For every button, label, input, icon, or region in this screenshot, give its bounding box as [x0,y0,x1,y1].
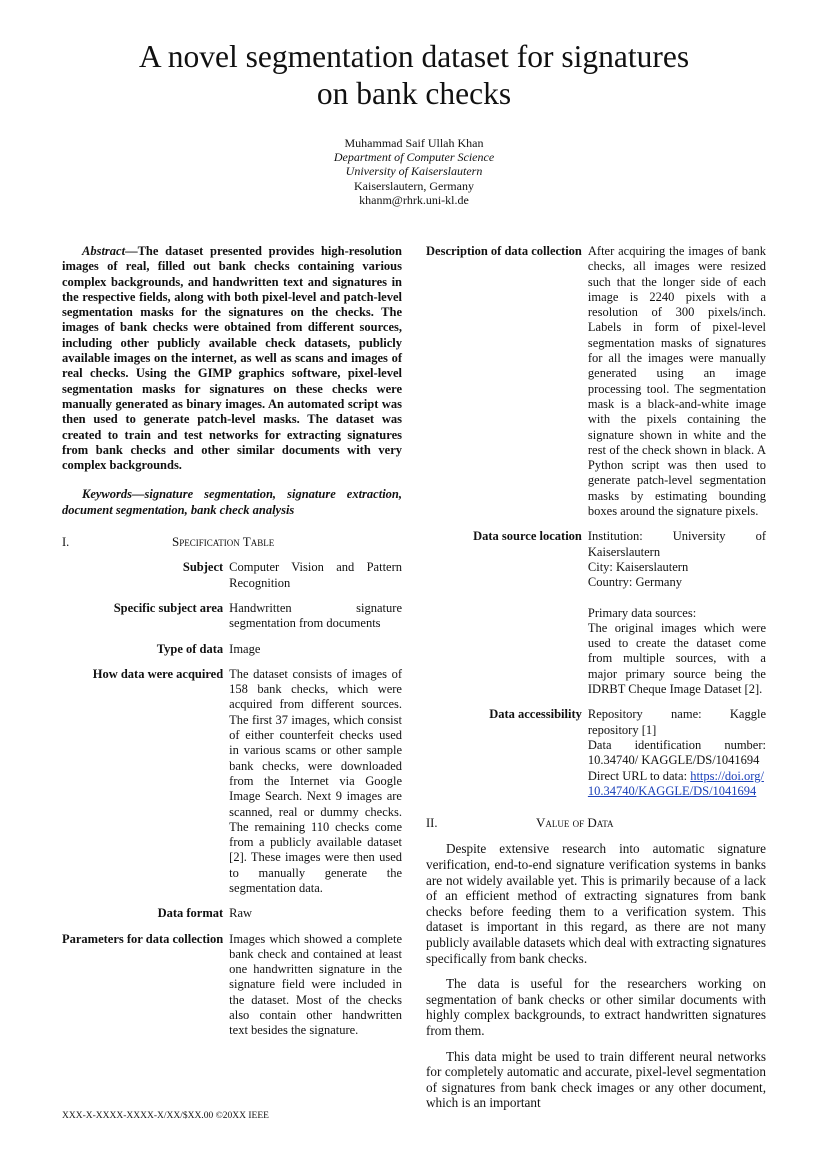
source-city: City: Kaiserslautern [587,559,689,574]
author-block [214,136,614,207]
spec-value: Image [229,641,261,656]
direct-url [588,769,766,800]
repository-name: Repository name: Kaggle repository [1] [587,707,766,737]
section-heading-1 [62,534,402,550]
copyright-footer: XXX-X-XXXX-XXXX-X/XX/$XX.00 ©20XX IEEE [62,1111,269,1121]
author-name: Muhammad Saif Ullah Khan [344,136,484,150]
spec-table-right [426,244,766,809]
spec-key: Data format [157,906,224,921]
spec-row-how-acquired [62,667,402,906]
spec-value [588,707,766,809]
source-institution: Institution: University of Kaiserslautern [587,529,766,559]
title-line-2: on bank checks [316,76,512,111]
keywords-label: Keywords— [82,487,145,502]
spec-value: Handwritten signature segmentation from documents [229,600,402,631]
author-department: Department of Computer Science [333,150,495,165]
spec-row-type-of-data [62,642,402,667]
section-title: Specification Table [172,534,275,550]
direct-url-label: Direct URL to data: [587,768,691,783]
doi-link[interactable]: https://doi.org/ 10.34740/KAGGLE/DS/1041694 [587,768,764,798]
source-country: Country: Germany [587,575,682,590]
data-identification: Data identification number: 10.34740/ KAGGLE/DS/1041694 [587,737,766,768]
spec-row-specific-subject-area [62,601,402,642]
spec-row-description [426,244,766,529]
spec-key: Subject [182,560,224,575]
spec-value: Images which showed a complete bank check and contained at least one handwritten signature in the signature field were included in the dataset. Most of the checks also contain other handwritten text besides the signature. [229,931,402,1038]
abstract-text: The dataset presented provides high-resolution images of real, filled out bank checks containing various complex backgrounds, and handwritten text and signatures in the respective fields, along with both pixel-level and patch-level segmentation masks for the signatures on the checks. The images of bank checks were obtained from different sources, including other publicly available check datasets, publicly available images on the internet, as well as scans and images of real checks. Using the GIMP graphics software, pixel-level segmentation masks for signatures on these checks were manually generated as binary images. An automated script was then used to generate patch-level masks. The dataset was created to train and test networks for extracting signatures from bank checks and other similar documents with very complex backgrounds. [62,244,402,473]
spec-value: Raw [229,906,253,921]
paper-title [60,38,768,112]
spec-value [588,529,766,707]
spec-key: Specific subject area [113,600,224,615]
author-location: Kaiserslautern, Germany [354,178,474,193]
spec-row-parameters [62,932,402,1049]
author-email: khanm@rhrk.uni-kl.de [359,192,469,207]
section-number: II. [426,816,438,831]
spec-key: Description of data collection [426,244,582,258]
primary-sources-text: The original images which were used to create the dataset come from multiple sources, with a major primary source being the IDRBT Cheque Image Dataset [2]. [587,620,766,697]
spec-key: Data accessibility [489,707,582,722]
spec-row-subject [62,560,402,601]
spec-key: Type of data [156,641,224,656]
left-column [62,244,402,1049]
abstract-lead: Abstract [82,244,126,258]
author-university: University of Kaiserslautern [345,164,483,179]
spec-value: The dataset consists of images of 158 bank checks, which were acquired from different sources. The first 37 images, which consist of either counterfeit checks used in various scams or other sample bank checks, were downloaded from the Internet via Google Image Search. Next 9 images are scanned, real or dummy checks. The remaining 110 checks come from a publicly available dataset [2]. These images were then used to manually generate the segmentation data. [229,666,402,895]
spec-value: After acquiring the images of bank checks, all images were resized such that the longer side of each image is 2240 pixels with a resolution of 300 pixels/inch. Labels in form of pixel-level segmentation masks of signatures for all the images were manually generated using an image processing tool. The segmentation mask is a black-and-white image with the pixels containing the signature shown in white and the rest of the check shown in black. A Python script was then used to generate patch-level segmentation masks by estimating bounding boxes around the signature pixels. [587,244,766,519]
section-number: I. [62,535,70,550]
body-paragraph: Despite extensive research into automatic signature verification, end-to-end signature verification systems in banks are not widely available yet. This is primarily because of a lack of an efficient method of extracting signatures from bank checks before feeding them to a verification system. This dataset is important in this regard, as there are not many publicly available datasets which deal with extracting signatures specifically from bank checks. [426,841,766,966]
abstract [62,244,402,473]
spec-row-accessibility [426,707,766,809]
right-column [426,244,766,1121]
primary-sources-label: Primary data sources: [587,605,697,620]
spec-key: How data were acquired [92,666,224,681]
section-heading-2 [426,815,766,831]
body-paragraph: The data is useful for the researchers working on segmentation of bank checks or other similar documents with highly complex backgrounds, to extract handwritten signatures from them. [426,976,766,1038]
keywords [62,487,402,518]
keywords-text: signature segmentation, signature extraction, document segmentation, bank check analysis [62,487,402,517]
title-line-1: A novel segmentation dataset for signatures [138,39,690,74]
spec-key: Data source location [473,529,582,544]
abstract-dash: — [125,244,138,258]
spec-table-left [62,560,402,1048]
section-title: Value of Data [536,815,614,831]
spec-value: Computer Vision and Pattern Recognition [229,560,402,590]
spec-key: Parameters for data collection [62,931,224,946]
spec-row-data-format [62,906,402,931]
body-paragraph: This data might be used to train different neural networks for completely automatic and accurate, pixel-level segmentation of signatures from bank check images or any other document, which is an important [426,1048,766,1111]
spec-row-data-source [426,529,766,707]
